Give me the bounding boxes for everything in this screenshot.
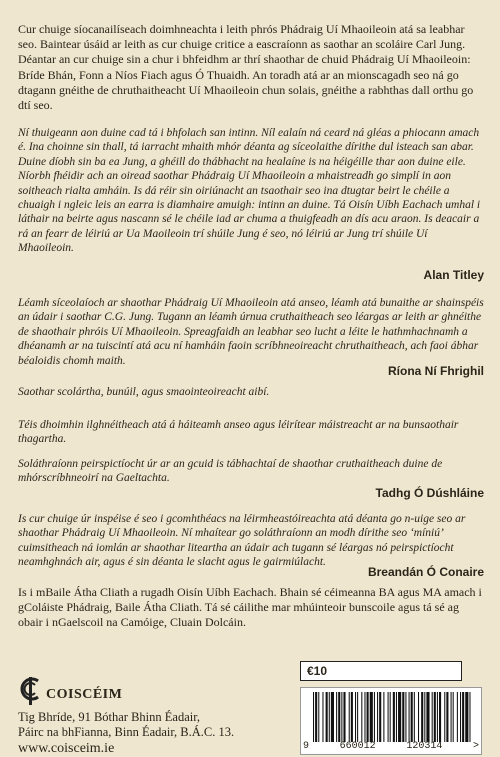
barcode-bar [331,692,334,742]
barcode-bar [338,692,340,742]
quote-text: Ní thuigeann aon duine cad tá i bhfolach san intinn. Níl ealaín ná ceard ná gléas a phiocann amach é. Ina choinne sin thall, tá iarracht mhaith mhór déanta ag síceolaithe dírithe dul isteach san abar. Duine díobh sin ba ea Jung, a ghéill do thábhacht na healaíne is na héigéille thar aon duine eile. Níorbh fhéidir ach an oiread saothar Phádraig Uí Mhaoileoin a mhaistreadh go simplí in aon soitheach rialta amháin. Is dá réir sin oiriúnacht an tsaothair seo ina dtugtar beirt le chéile a chuaigh i ngleic leis an earra is diamhaire amuigh: intinn an duine. Tá Oisín Uíbh Eachach umhal i láthair na beirte agus nascann sé le chéile iad ar chuma a thuigfeadh an dís acu araon. Is deacair a rá an fearr de léiriú ar Ua Maoileoin trí shúile Jung é seo, nó léiriú ar Jung trí shúile Uí Mhaoileoin. [18,127,481,255]
barcode-bar [326,692,328,742]
barcode-bar [390,692,391,742]
barcode-bar [336,692,337,742]
barcode-bar [444,692,445,742]
quote-text: Is cur chuige úr inspéise é seo i gcomhthéacs na léirmheastóireachta atá déanta go n-uige seo ar shaothar Phádraig Uí Mhaoileoin. Ní mhaítear go soláthraíonn an modh dírithe seo ‘míniú’ cuimsitheach ná iomlán ar shaothar liteartha an údair ach tugann sé léargas nó peirspictíocht neamhghnách air, agus é sin déanta le slacht agus le gairmiúlacht. [18,513,466,569]
barcode-bar [341,692,342,742]
barcode-bar [370,692,373,742]
intro-paragraph: Cur chuige síocanailíseach doimhneachta i leith phrós Phádraig Uí Mhaoileoin atá sa leabhar seo. Baintear úsáid ar leith as cur chuige critice a eascraíonn as saothar an scoláire Carl Jung. Déantar an cur chuige sin a chur i bhfeidhm ar thrí shaothar de chuid Phádraig Uí Mhaoileoin: Bríde Bhán, Fonn a Níos Fiach agus Ó Thuaidh. An toradh atá ar an mionscagadh seo ná go dtagann gnéithe de chruthaitheacht Uí Mhaoileoin chun solais, gnéithe a rabhthas dall orthu go dtí seo. [18,22,474,113]
barcode-bar [426,692,429,742]
price-value: €10 [307,664,328,678]
barcode-bar [421,692,423,742]
quote-text: Saothar scolártha, bunúil, agus smaointeoireacht aibí. [18,386,270,398]
publisher-website[interactable]: www.coisceim.ie [18,741,115,756]
quote-author: Breandán Ó Conaire [367,565,484,579]
barcode-right-digits: 120314 [406,741,443,752]
barcode-bar [364,692,365,742]
barcode-bar [434,692,436,742]
barcode-bar [377,692,378,742]
barcode-bar [396,692,397,742]
quote-text: Léamh síceolaíoch ar shaothar Phádraig Uí Mhaoileoin atá anseo, léamh atá bunaithe ar shainspéis an údair i saothar C.G. Jung. Tugann an léamh úrnua cruthaitheach seo léargas ar leith ar ghnéithe de shaothair phróis Uí Mhaoileoin. Spreagfaidh an leabhar seo lucht a léite le hathmhachnamh a dhéanamh ar na tuiscintí atá acu ní hamháin faoin scríbhneoireacht chruthaitheach, ach faoi ábhar béaloidis chomh maith. [18,297,484,367]
barcode-bar [367,692,369,742]
barcode-bar [460,692,461,742]
barcode-bar [462,692,464,742]
quote-text: Soláthraíonn peirspictíocht úr ar an gcuid is tábhachtaí de shaothar cruthaitheach duine de mhórscríbhneoirí na Gaeltachta. [18,458,443,485]
barcode-bar [439,692,441,742]
barcode-bar [329,692,330,742]
barcode-bar [405,692,406,742]
quote-titley [18,126,484,256]
quote-author: Alan Titley [423,268,484,282]
barcode-bar [465,692,468,742]
barcode-bar [414,692,415,742]
quote-author: Ríona Ní Fhrighil [388,364,484,378]
publisher-address-2: Páirc na bhFianna, Binn Éadair, B.Á.C. 13. [18,724,235,739]
barcode-bar [374,692,375,742]
barcode-bar [318,692,319,742]
barcode-bar [383,692,384,742]
barcode-bar [451,692,452,742]
barcode-bar [315,692,317,742]
barcode-digits [303,741,479,752]
barcode-bar [424,692,425,742]
barcode-bar [453,692,454,742]
isbn-barcode [300,687,482,755]
barcode-bar [357,692,358,742]
barcode-bar [355,692,356,742]
barcode-arrow: > [472,741,479,752]
price-label [300,661,462,681]
barcode-left-digits: 660012 [339,741,376,752]
author-bio: Is i mBaile Átha Cliath a rugadh Oisín Uíbh Eachach. Bhain sé céimeanna BA agus MA amach i gColáiste Phádraig, Baile Átha Cliath. Tá sé cáilithe mar mhúinteoir bunscoile agus tá sé ag obair i nGaelscoil na Camóige, Cluain Dolcáin. [18,585,482,630]
barcode-bar [388,692,389,742]
barcode-bar [446,692,448,742]
barcode-bar [432,692,433,742]
barcode-bar [393,692,395,742]
quote-author: Tadhg Ó Dúshláine [375,486,484,500]
barcode-bar [398,692,401,742]
publisher-block [18,676,308,757]
quote-dushlaine-3 [18,457,484,486]
barcode-bar [411,692,413,742]
publisher-name: COISCÉIM [46,687,123,702]
barcode-bar [361,692,362,742]
barcode-bar [349,692,350,742]
quote-text: Téis dhoimhin ilghnéitheach atá á háiteamh anseo agus léirítear máistreacht ar na bunsaothair thagartha. [18,419,459,446]
barcode-bar [343,692,345,742]
barcode-bars [313,692,471,742]
quote-dushlaine-1 [18,385,484,399]
barcode-bar [322,692,323,742]
publisher-address-1: Tig Bhríde, 91 Bóthar Bhinn Éadair, [18,710,201,724]
publisher-logo [18,676,308,706]
coisceim-logo-icon [18,675,44,707]
quote-ni-fhrighil [18,296,484,368]
quote-dushlaine-2 [18,418,484,447]
barcode-bar [379,692,381,742]
barcode-bar [457,692,458,742]
barcode-bar [402,692,404,742]
barcode-bar [313,692,314,742]
barcode-bar [409,692,410,742]
barcode-bar [469,692,470,742]
barcode-bar [351,692,353,742]
quote-conaire [18,512,484,570]
barcode-bar [437,692,438,742]
barcode-bar [418,692,419,742]
barcode-first-digit: 9 [303,741,310,752]
